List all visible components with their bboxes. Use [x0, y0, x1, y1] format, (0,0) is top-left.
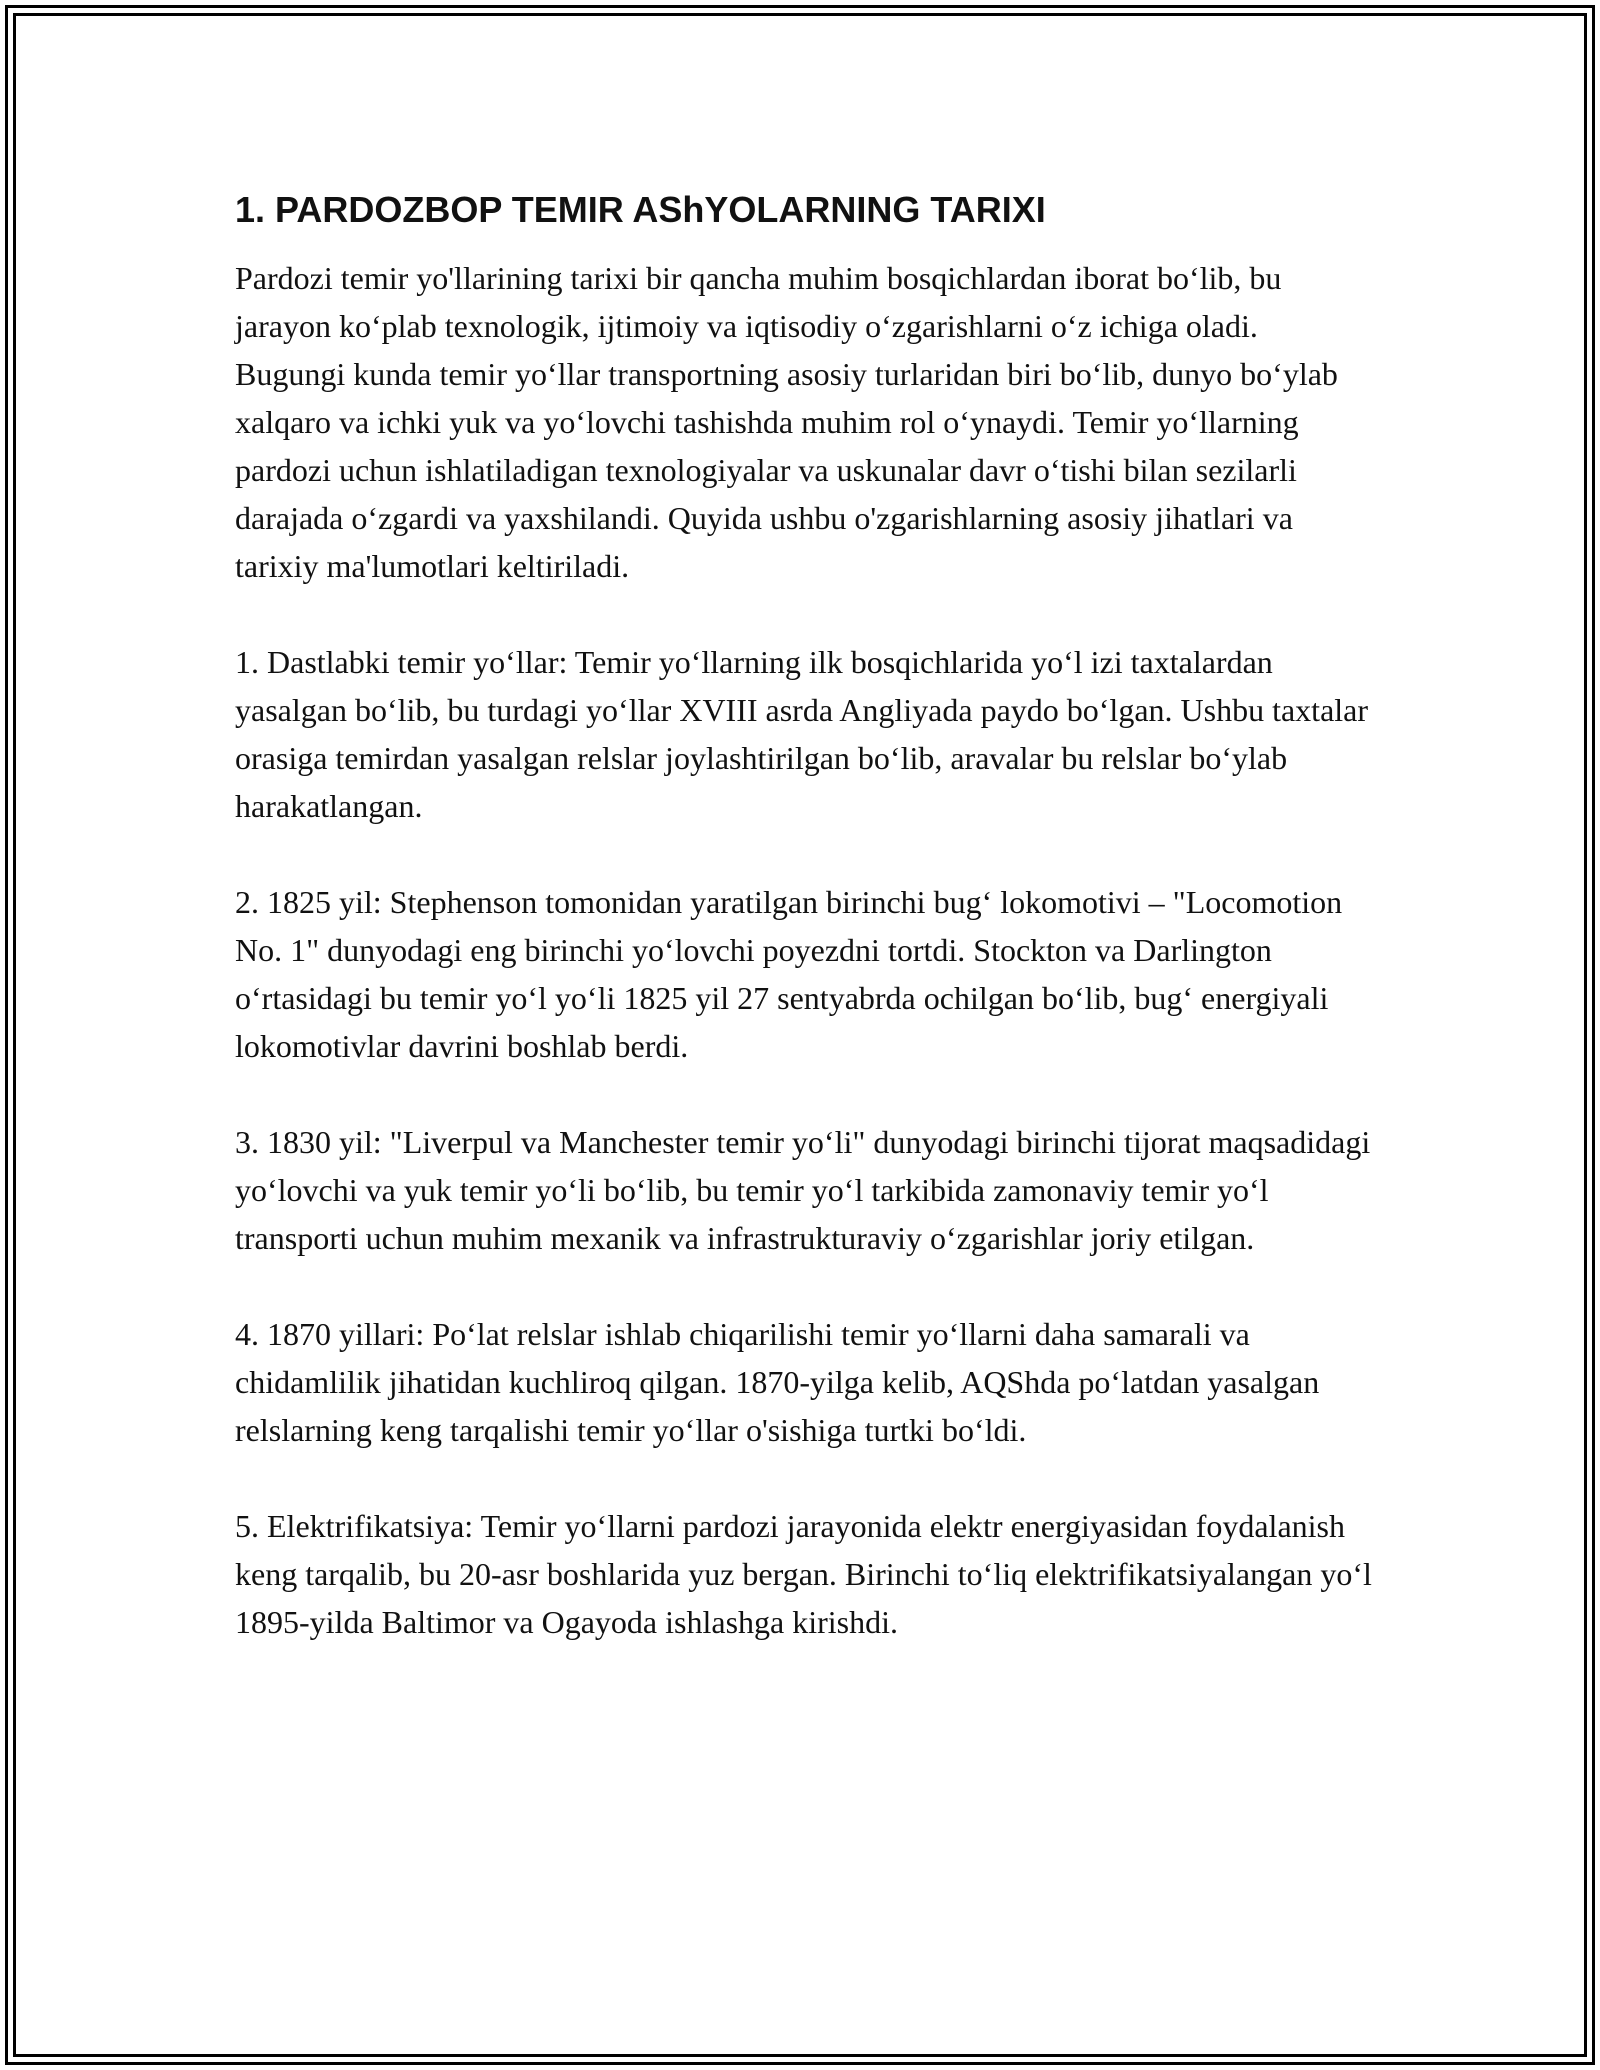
paragraph-item-1: 1. Dastlabki temir yo‘llar: Temir yo‘llarning ilk bosqichlarida yo‘l izi taxtalardan yasalgan bo‘lib, bu turdagi yo‘llar XVIII asrda Angliyada paydo bo‘lgan. Ushbu taxtalar orasiga temirdan yasalgan relslar joylashtirilgan bo‘lib, aravalar bu relslar bo‘ylab harakatlangan.	[235, 644, 1369, 824]
paragraph-item-2: 2. 1825 yil: Stephenson tomonidan yaratilgan birinchi bug‘ lokomotivi – "Locomotion No. 1" dunyodagi eng birinchi yo‘lovchi poyezdni tortdi. Stockton va Darlington o‘rtasidagi bu temir yo‘l yo‘li 1825 yil 27 sentyabrda ochilgan bo‘lib, bug‘ energiyali lokomotivlar davrini boshlab berdi.	[235, 884, 1343, 1064]
document-body	[235, 188, 1375, 1694]
document-title: 1. PARDOZBOP TEMIR AShYOLARNING TARIXI	[235, 189, 1046, 230]
paragraph-item-3: 3. 1830 yil: "Liverpul va Manchester temir yo‘li" dunyodagi birinchi tijorat maqsadidagi yo‘lovchi va yuk temir yo‘li bo‘lib, bu temir yo‘l tarkibida zamonaviy temir yo‘l transporti uchun muhim mexanik va infrastrukturaviy o‘zgarishlar joriy etilgan.	[235, 1124, 1371, 1256]
paragraph-item-4: 4. 1870 yillari: Po‘lat relslar ishlab chiqarilishi temir yo‘llarni daha samarali va chidamlilik jihatidan kuchliroq qilgan. 1870-yilga kelib, AQShda po‘latdan yasalgan relslarning keng tarqalishi temir yo‘llar o'sishiga turtki bo‘ldi.	[235, 1316, 1320, 1448]
paragraph-item-5: 5. Elektrifikatsiya: Temir yo‘llarni pardozi jarayonida elektr energiyasidan foydalanish keng tarqalib, bu 20-asr boshlarida yuz bergan. Birinchi to‘liq elektrifikatsiyalangan yo‘l 1895-yilda Baltimor va Ogayoda ishlashga kirishdi.	[235, 1508, 1372, 1640]
paragraph-intro: Pardozi temir yo'llarining tarixi bir qancha muhim bosqichlardan iborat bo‘lib, bu jarayon ko‘plab texnologik, ijtimoiy va iqtisodiy o‘zgarishlarni o‘z ichiga oladi. Bugungi kunda temir yo‘llar transportning asosiy turlaridan biri bo‘lib, dunyo bo‘ylab xalqaro va ichki yuk va yo‘lovchi tashishda muhim rol o‘ynaydi. Temir yo‘llarning pardozi uchun ishlatiladigan texnologiyalar va uskunalar davr o‘tishi bilan sezilarli darajada o‘zgardi va yaxshilandi. Quyida ushbu o'zgarishlarning asosiy jihatlari va tarixiy ma'lumotlari keltiriladi.	[235, 260, 1338, 584]
